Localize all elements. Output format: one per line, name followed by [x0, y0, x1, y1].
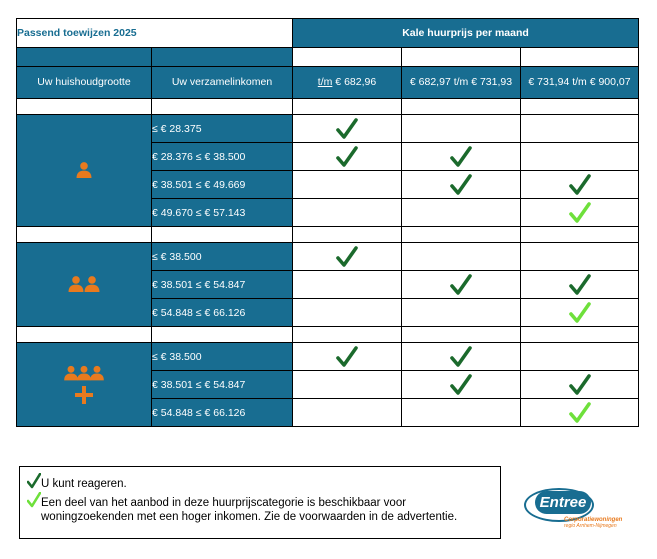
table-row: [17, 115, 639, 143]
dark-check-icon: [569, 274, 591, 296]
income-cell: € 28.376 ≤ € 38.500: [152, 143, 293, 171]
column-header-household: Uw huishoudgrootte: [17, 67, 152, 99]
rent-check-cell: [293, 171, 402, 199]
rent-check-cell: [402, 299, 521, 327]
dark-check-icon: [569, 174, 591, 196]
income-cell: € 54.848 ≤ € 66.126: [152, 299, 293, 327]
rent-check-cell: [293, 199, 402, 227]
rent-check-cell: [521, 143, 639, 171]
dark-check-icon: [450, 274, 472, 296]
rent-check-cell: [402, 271, 521, 299]
rent-check-cell: [402, 199, 521, 227]
rent-check-cell: [402, 343, 521, 371]
rent-check-cell: [402, 115, 521, 143]
rent-heading: Kale huurprijs per maand: [293, 19, 639, 48]
spacer-cell: [293, 327, 402, 343]
dark-check-icon: [450, 346, 472, 368]
page-title: Passend toewijzen 2025: [17, 19, 293, 48]
rent-check-cell: [293, 271, 402, 299]
column-header-rent-2: € 682,97 t/m € 731,93: [402, 67, 521, 99]
single-person-icon: [74, 161, 94, 181]
rent-check-cell: [293, 115, 402, 143]
spacer-cell: [402, 327, 521, 343]
spacer-cell: [521, 227, 639, 243]
header-spacer-cell: [521, 48, 639, 67]
rent-1-prefix: t/m: [317, 76, 333, 88]
spacer-cell: [402, 99, 521, 115]
household-cell: [17, 115, 152, 227]
rent-check-cell: [521, 343, 639, 371]
spacer-cell: [152, 99, 293, 115]
header-spacer-cell: [152, 48, 293, 67]
table-row: [17, 243, 639, 271]
entree-logo: [524, 488, 644, 528]
spacer-cell: [521, 99, 639, 115]
dark-check-icon: [450, 146, 472, 168]
income-cell: ≤ € 28.375: [152, 115, 293, 143]
logo-tagline-1: Corporatiewoningen: [564, 517, 623, 523]
header-spacer-cell: [402, 48, 521, 67]
column-header-rent-1: [293, 67, 402, 99]
rent-check-cell: [521, 199, 639, 227]
legend-box: [19, 466, 501, 539]
light-check-icon: [569, 202, 591, 224]
rent-check-cell: [402, 243, 521, 271]
dark-check-icon: [569, 374, 591, 396]
income-cell: ≤ € 38.500: [152, 343, 293, 371]
spacer-cell: [17, 227, 152, 243]
rent-check-cell: [521, 171, 639, 199]
light-check-icon: [569, 302, 591, 324]
spacer-row: [17, 327, 639, 343]
dark-check-icon: [336, 146, 358, 168]
rent-check-cell: [293, 399, 402, 427]
rent-check-cell: [402, 171, 521, 199]
income-cell: € 49.670 ≤ € 57.143: [152, 199, 293, 227]
household-cell: [17, 243, 152, 327]
dark-check-icon: [336, 346, 358, 368]
table-row: [17, 343, 639, 371]
rent-check-cell: [521, 115, 639, 143]
spacer-cell: [293, 99, 402, 115]
spacer-cell: [152, 227, 293, 243]
rent-check-cell: [521, 243, 639, 271]
legend-light-text: Een deel van het aanbod in deze huurprijscategorie is beschikbaar voor woningzoekenden met een hoger inkomen. Zie de voorwaarden in de advertentie.: [41, 497, 458, 523]
rent-check-cell: [402, 371, 521, 399]
three-plus-persons-icon: [62, 364, 106, 406]
income-cell: € 38.501 ≤ € 54.847: [152, 271, 293, 299]
rent-check-cell: [521, 399, 639, 427]
income-cell: € 38.501 ≤ € 54.847: [152, 371, 293, 399]
logo-wordmark: Entree: [535, 491, 591, 514]
legend-dark-text: U kunt reageren.: [41, 478, 127, 490]
dark-check-icon: [450, 374, 472, 396]
rent-check-cell: [293, 243, 402, 271]
income-cell: ≤ € 38.500: [152, 243, 293, 271]
rent-check-cell: [521, 371, 639, 399]
light-check-icon: [27, 492, 41, 508]
spacer-cell: [402, 227, 521, 243]
dark-check-icon: [450, 174, 472, 196]
spacer-cell: [17, 327, 152, 343]
rent-check-cell: [521, 299, 639, 327]
rent-check-cell: [521, 271, 639, 299]
rent-check-cell: [293, 371, 402, 399]
spacer-cell: [293, 227, 402, 243]
rent-check-cell: [293, 143, 402, 171]
spacer-row: [17, 227, 639, 243]
two-persons-icon: [67, 275, 101, 295]
rent-check-cell: [293, 299, 402, 327]
rent-check-cell: [293, 343, 402, 371]
rent-1-value: € 682,96: [332, 76, 377, 88]
rent-check-cell: [402, 143, 521, 171]
spacer-cell: [17, 99, 152, 115]
spacer-cell: [521, 327, 639, 343]
household-cell: [17, 343, 152, 427]
logo-tagline-2: regio Arnhem-Nijmegen: [564, 523, 617, 529]
column-header-rent-3: € 731,94 t/m € 900,07: [521, 67, 639, 99]
dark-check-icon: [336, 246, 358, 268]
legend-row-dark: [27, 473, 127, 490]
dark-check-icon: [336, 118, 358, 140]
rent-allocation-table: [16, 18, 639, 427]
dark-check-icon: [27, 473, 41, 489]
header-spacer-cell: [293, 48, 402, 67]
spacer-cell: [152, 327, 293, 343]
light-check-icon: [569, 402, 591, 424]
table-body: [17, 19, 639, 427]
income-cell: € 54.848 ≤ € 66.126: [152, 399, 293, 427]
rent-check-cell: [402, 399, 521, 427]
column-header-income: Uw verzamelinkomen: [152, 67, 293, 99]
legend-row-light: [27, 492, 458, 523]
header-spacer-cell: [17, 48, 152, 67]
spacer-row: [17, 99, 639, 115]
income-cell: € 38.501 ≤ € 49.669: [152, 171, 293, 199]
